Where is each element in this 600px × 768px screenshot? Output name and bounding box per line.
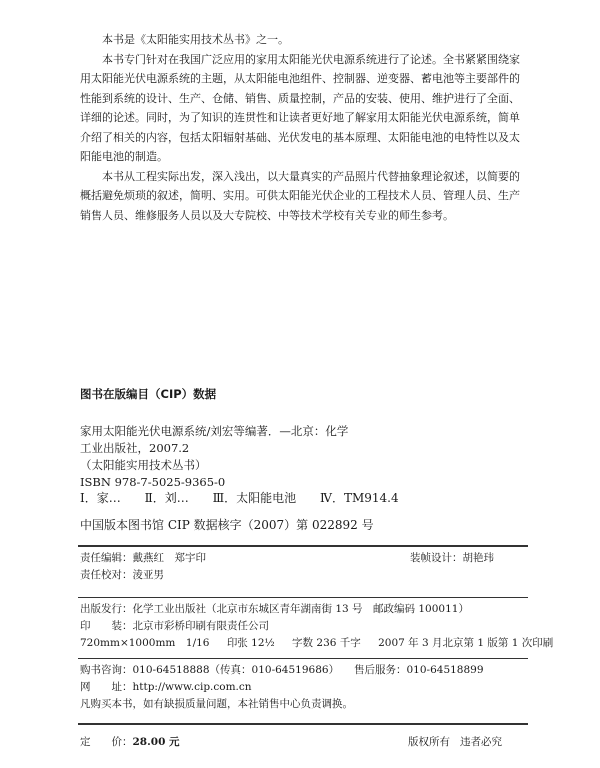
cip-heading: 图书在版编目（CIP）数据	[80, 387, 217, 401]
cip-subjects	[80, 489, 419, 506]
purchase-hotline: 购书咨询：010-64518888（传真：010-64519686）	[80, 664, 340, 676]
return-notice: 凡购买本书，如有缺损质量问题，本社销售中心负责调换。	[80, 698, 353, 710]
staff-credits	[80, 550, 530, 584]
intro-paragraph-3: 本书从工程实际出发，深入浅出，以大量真实的产品照片代替抽象理论叙述，以简要的概括避免烦琐的叙述，简明、实用。可供太阳能光伏企业的工程技术人员、管理人员、生产销售人员、维修服务人员以及大专院校、中等技术学校有关专业的师生参考。	[80, 169, 520, 222]
printer-name: 北京市彩桥印刷有限责任公司	[132, 620, 269, 632]
divider	[78, 658, 528, 659]
cip-record	[80, 423, 440, 491]
website-label: 网 址：	[80, 681, 133, 693]
copyright-text: 版权所有	[408, 736, 450, 748]
intro-paragraph-2: 本书专门针对在我国广泛应用的家用太阳能光伏电源系统进行了论述。全书紧紧围绕家用太阳能光伏电源系统的主题，从太阳能电池组件、控制器、逆变器、蓄电池等主要部件的性能到系统的设计、生产、仓储、销售、质量控制，产品的安装、使用、维护进行了全面、详细的论述。同时，为了知识的连贯性和让读者更好地了解家用太阳能光伏电源系统，简单介绍了相关的内容，包括太阳辐射基础、光伏发电的基本原理、太阳能电池的电特性以及太阳能电池的制造。	[80, 52, 520, 163]
cip-subject: Ⅳ．TM914.4	[319, 491, 399, 505]
cip-isbn: ISBN 978-7-5025-9365-0	[80, 475, 226, 489]
intro-paragraph-1: 本书是《太阳能实用技术丛书》之一。	[102, 33, 289, 46]
price-value: 28.00 元	[132, 736, 180, 748]
print-sheets: 印张 12½	[226, 637, 275, 649]
price	[80, 734, 180, 749]
printer-label: 印 装：	[80, 620, 133, 632]
responsible-editor: 责任编辑：戴燕红 郑宇印	[80, 552, 206, 564]
cip-subject: Ⅱ．刘…	[144, 491, 189, 505]
proofreader: 责任校对：淩亚男	[80, 569, 164, 581]
divider	[78, 723, 528, 725]
introduction	[80, 30, 520, 225]
copyright-notice	[408, 734, 502, 749]
word-count: 字数 236 千字	[292, 637, 361, 649]
website-url: http://www.cip.com.cn	[132, 681, 252, 693]
publication-info	[80, 601, 554, 652]
publisher-line: 出版发行：化学工业出版社（北京市东城区青年湖南街 13 号 邮政编码 100011）	[80, 603, 469, 615]
piracy-warning: 违者必究	[460, 736, 502, 748]
divider	[78, 597, 528, 598]
contact-info	[80, 662, 530, 713]
cip-data-number: 中国版本图书馆 CIP 数据核字（2007）第 022892 号	[80, 518, 374, 532]
price-label: 定 价：	[80, 736, 133, 748]
cip-line-1: 家用太阳能光伏电源系统/刘宏等编著．—北京：化学	[80, 424, 349, 438]
cip-line-2: 工业出版社，2007.2	[80, 441, 190, 455]
cip-series: （太阳能实用技术丛书）	[80, 458, 207, 472]
cip-subject: Ⅰ．家…	[80, 491, 121, 505]
cover-designer: 装帧设计：胡艳玮	[410, 552, 494, 564]
book-format: 720mm×1000mm 1/16	[80, 637, 210, 649]
edition-info: 2007 年 3 月北京第 1 版第 1 次印刷	[378, 637, 554, 649]
after-sales-hotline: 售后服务：010-64518899	[354, 664, 484, 676]
divider	[78, 545, 528, 547]
cip-subject: Ⅲ．太阳能电池	[212, 491, 297, 505]
